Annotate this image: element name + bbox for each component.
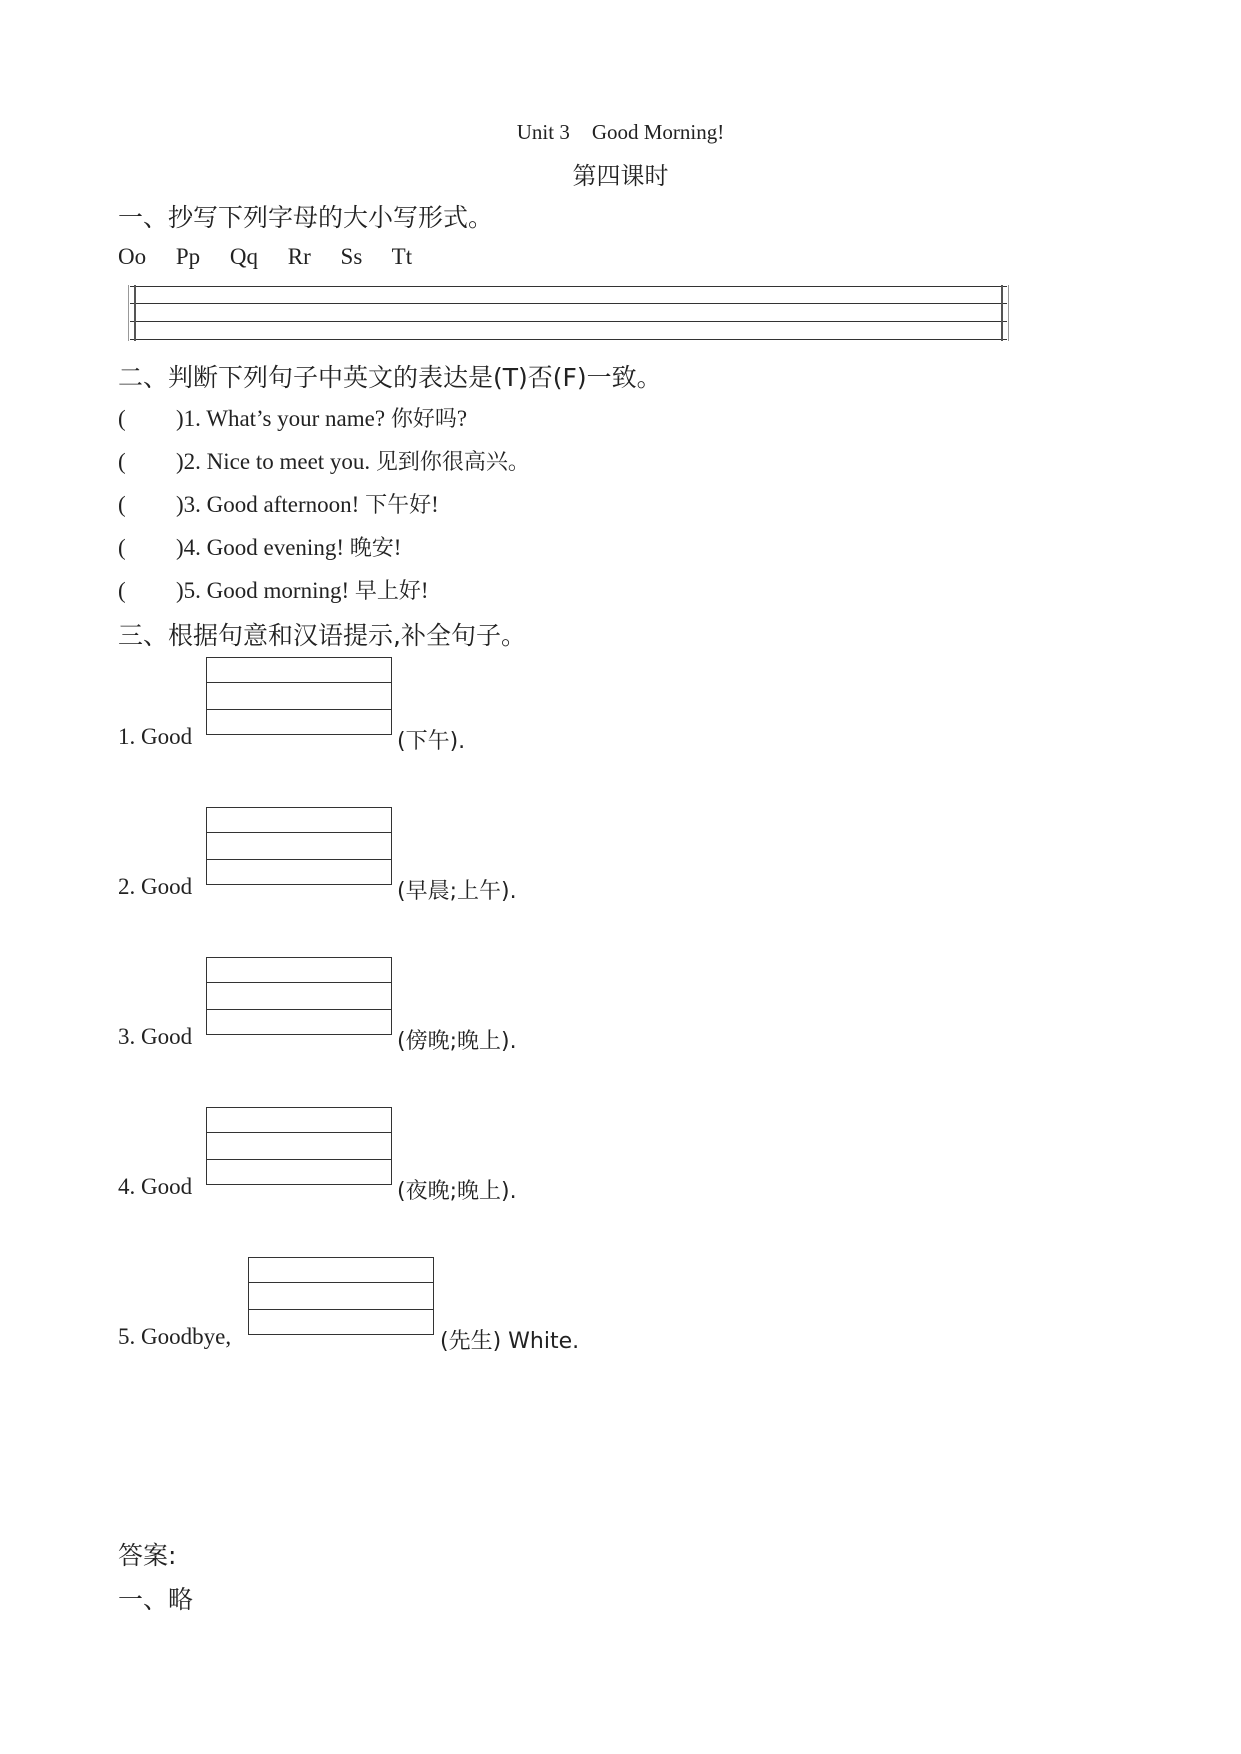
lesson-title: Good Morning! (591, 120, 725, 144)
unit-title (0, 120, 1241, 145)
answer-blank[interactable]: ( (118, 449, 126, 474)
fill-prefix: 5. Goodbye, (118, 1324, 232, 1349)
judge-end: ? (456, 406, 468, 431)
judge-chinese: 晚安 (349, 536, 394, 561)
answer-blank[interactable]: ( (118, 406, 126, 431)
unit-number: Unit 3 (516, 120, 570, 144)
judge-chinese: 下午好 (365, 493, 432, 518)
staff-bar (134, 285, 136, 341)
letter-item: Tt (391, 244, 413, 269)
fill-hint: (下午). (397, 729, 466, 754)
answer-line: 一、略 (118, 1585, 194, 1614)
fill-hint: (夜晚;晚上). (397, 1179, 517, 1204)
staff-bar (1001, 285, 1003, 341)
staff-line (130, 303, 1007, 304)
writing-box[interactable] (206, 807, 392, 885)
letter-item: Oo (118, 244, 147, 269)
fill-hint: (早晨;上午). (397, 879, 517, 904)
writing-box[interactable] (248, 1257, 434, 1335)
letter-item: Rr (287, 244, 311, 269)
writing-box[interactable] (206, 1107, 392, 1185)
letter-item: Ss (340, 244, 363, 269)
judge-item (118, 531, 401, 562)
fill-hint: (傍晚;晚上). (397, 1029, 517, 1054)
writing-box[interactable] (206, 657, 392, 735)
judge-end: ! (431, 492, 439, 517)
lesson-subtitle: 第四课时 (572, 162, 669, 190)
letter-item: Pp (175, 244, 201, 269)
fill-prefix: 2. Good (118, 874, 193, 899)
fill-hint: (先生) White. (440, 1329, 580, 1354)
judge-end: ! (393, 535, 402, 560)
judge-english: )2. Nice to meet you. (176, 449, 371, 474)
answer-blank[interactable]: ( (118, 535, 126, 560)
staff-bar (128, 285, 129, 341)
judge-chinese: 见到你很高兴。 (375, 450, 530, 475)
answer-blank[interactable]: ( (118, 492, 126, 517)
judge-end: ! (420, 578, 429, 603)
section3-heading: 三、根据句意和汉语提示,补全句子。 (118, 621, 526, 650)
judge-chinese: 早上好 (354, 579, 421, 604)
staff-bar (1008, 285, 1009, 341)
judge-english: )5. Good morning! (176, 578, 350, 603)
fill-prefix: 4. Good (118, 1174, 193, 1199)
section1-heading: 一、抄写下列字母的大小写形式。 (118, 203, 494, 232)
judge-item (118, 445, 530, 476)
staff-line (130, 321, 1007, 322)
writing-staff[interactable] (130, 286, 1007, 340)
judge-english: )1. What’s your name? (176, 406, 386, 431)
judge-english: )3. Good afternoon! (176, 492, 360, 517)
judge-english: )4. Good evening! (176, 535, 344, 560)
fill-prefix: 1. Good (118, 724, 193, 749)
answer-blank[interactable]: ( (118, 578, 126, 603)
section2-heading: 二、判断下列句子中英文的表达是(T)否(F)一致。 (118, 363, 662, 392)
judge-chinese: 你好吗 (390, 407, 457, 432)
fill-prefix: 3. Good (118, 1024, 193, 1049)
judge-item (118, 488, 439, 519)
judge-item (118, 574, 429, 605)
answers-label: 答案: (118, 1541, 177, 1570)
writing-box[interactable] (206, 957, 392, 1035)
judge-item (118, 402, 467, 433)
letter-list (118, 244, 436, 270)
letter-item: Qq (229, 244, 259, 269)
